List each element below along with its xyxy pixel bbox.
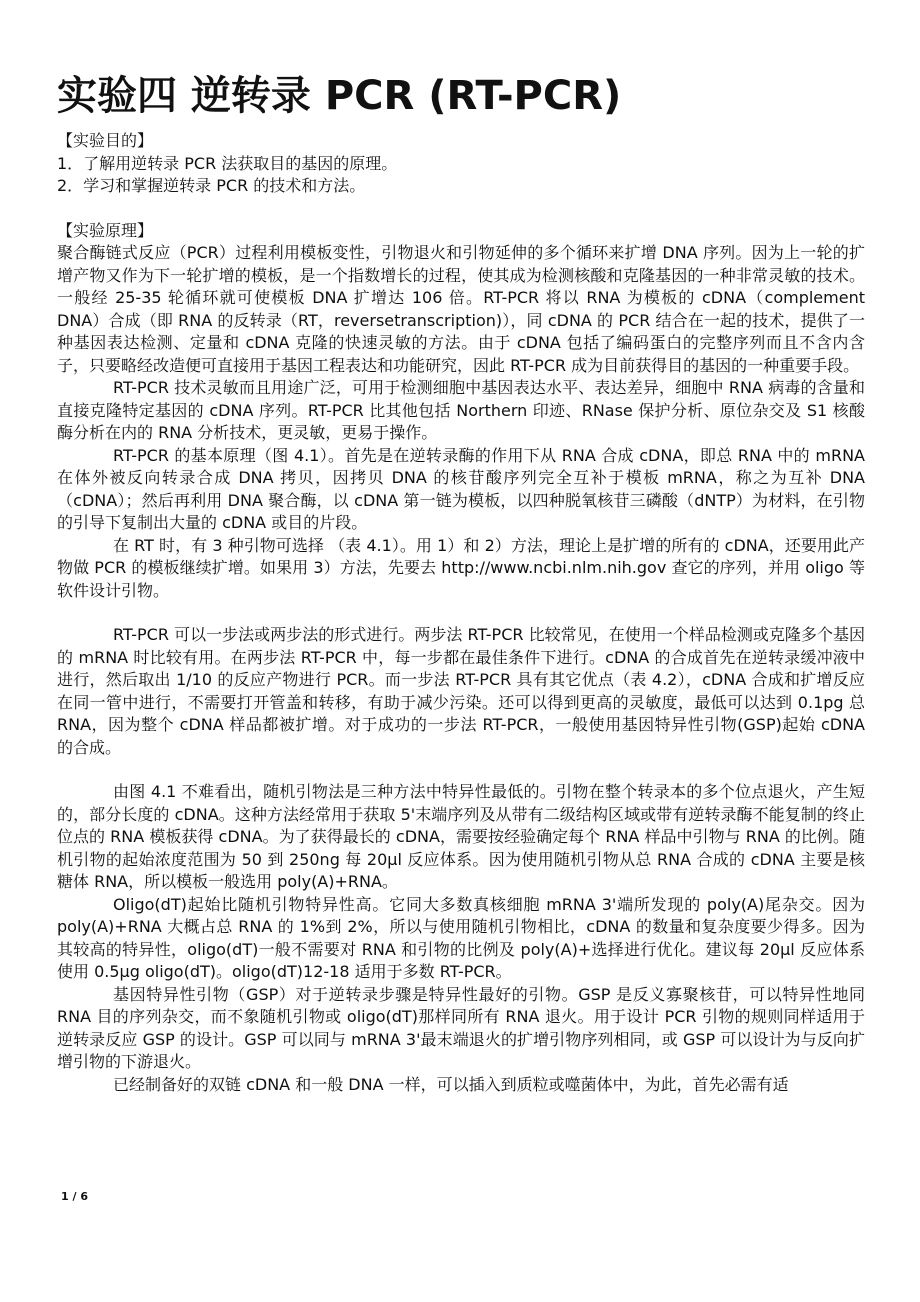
paragraph-random-primer: 由图 4.1 不难看出，随机引物法是三种方法中特异性最低的。引物在整个转录本的多个位点退火，产生短的，部分长度的 cDNA。这种方法经常用于获取 5'末端序列及从带有二级结构区域或带有逆转录酶不能复制的终止位点的 RNA 模板获得 cDNA。为了获得最长的 cDNA，需要按经验确定每个 RNA 样品中引物与 RNA 的比例。随机引物的起始浓度范围为 50 到 250ng 每 20μl 反应体系。因为使用随机引物从总 RNA 合成的 cDNA 主要是核糖体 RNA，所以模板一般选用 poly(A)+RNA。 xyxy=(57,782,865,891)
paragraph-rt-pcr-uses: RT-PCR 技术灵敏而且用途广泛，可用于检测细胞中基因表达水平、表达差异，细胞中 RNA 病毒的含量和直接克隆特定基因的 cDNA 序列。RT-PCR 比其他包括 Northern 印迹、RNase 保护分析、原位杂交及 S1 核酸酶分析在内的 RNA 分析技术，更灵敏，更易于操作。 xyxy=(57,378,865,442)
purpose-heading: 【实验目的】 xyxy=(57,131,154,150)
paragraph-cdna-insert: 已经制备好的双链 cDNA 和一般 DNA 一样，可以插入到质粒或噬菌体中，为此，首先必需有适 xyxy=(113,1074,789,1094)
document-page xyxy=(57,72,865,1096)
paragraph-basic-principle: RT-PCR 的基本原理（图 4.1）。首先是在逆转录酶的作用下从 RNA 合成 cDNA，即总 RNA 中的 mRNA 在体外被反向转录合成 DNA 拷贝，因拷贝 DNA 的核苷酸序列完全互补于模板 mRNA，称之为互补 DNA（cDNA）；然后再利用 DNA 聚合酶，以 cDNA 第一链为模板，以四种脱氧核苷三磷酸（dNTP）为材料，在引物的引导下复制出大量的 cDNA 或目的片段。 xyxy=(57,445,865,532)
spacer xyxy=(57,759,865,781)
spacer xyxy=(57,602,865,624)
paragraph-gsp: 基因特异性引物（GSP）对于逆转录步骤是特异性最好的引物。GSP 是反义寡聚核苷，可以特异性地同 RNA 目的序列杂交，而不象随机引物或 oligo(dT)那样同所有 RNA 退火。用于设计 PCR 引物的规则同样适用于逆转录反应 GSP 的设计。GSP 可以同与 mRNA 3'最末端退火的扩增引物序列相同，或 GSP 可以设计为与反向扩增引物的下游退火。 xyxy=(57,984,865,1071)
paragraph-pcr-intro: 聚合酶链式反应（PCR）过程利用模板变性，引物退火和引物延伸的多个循环来扩增 DNA 序列。因为上一轮的扩增产物又作为下一轮扩增的模板，是一个指数增长的过程，使其成为检测核酸和克隆基因的一种非常灵敏的技术。一般经 25-35 轮循环就可使模板 DNA 扩增达 106 倍。RT-PCR 将以 RNA 为模板的 cDNA（complement DNA）合成（即 RNA 的反转录（RT，reversetranscription)），同 cDNA 的 PCR 结合在一起的技术，提供了一种基因表达检测、定量和 cDNA 克隆的快速灵敏的方法。由于 cDNA 包括了编码蛋白的完整序列而且不含内含子，只要略经改造便可直接用于基因工程表达和功能研究，因此 RT-PCR 成为目前获得目的基因的一种重要手段。 xyxy=(57,243,865,375)
page-number: 1 / 6 xyxy=(61,1190,88,1203)
paragraph-oligo-dt: Oligo(dT)起始比随机引物特异性高。它同大多数真核细胞 mRNA 3'端所发现的 poly(A)尾杂交。因为 poly(A)+RNA 大概占总 RNA 的 1%到 2%，所以与使用随机引物相比，cDNA 的数量和复杂度要少得多。因为其较高的特异性，oligo(dT)一般不需要对 RNA 和引物的比例及 poly(A)+选择进行优化。建议每 20μl 反应体系使用 0.5μg oligo(dT)。oligo(dT)12-18 适用于多数 RT-PCR。 xyxy=(57,894,865,981)
purpose-item-2: 2．学习和掌握逆转录 PCR 的技术和方法。 xyxy=(57,176,366,195)
paragraph-one-two-step: RT-PCR 可以一步法或两步法的形式进行。两步法 RT-PCR 比较常见，在使用一个样品检测或克隆多个基因的 mRNA 时比较有用。在两步法 RT-PCR 中，每一步都在最佳条件下进行。cDNA 的合成首先在逆转录缓冲液中进行，然后取出 1/10 的反应产物进行 PCR。而一步法 RT-PCR 具有其它优点（表 4.2），cDNA 合成和扩增反应在同一管中进行，不需要打开管盖和转移，有助于减少污染。还可以得到更高的灵敏度，最低可以达到 0.1pg 总 RNA，因为整个 cDNA 样品都被扩增。对于成功的一步法 RT-PCR，一般使用基因特异性引物(GSP)起始 cDNA 的合成。 xyxy=(57,625,865,757)
paragraph-primer-choice: 在 RT 时，有 3 种引物可选择 （表 4.1）。用 1）和 2）方法，理论上是扩增的所有的 cDNA，还要用此产物做 PCR 的模板继续扩增。如果用 3）方法，先要去 http://www.ncbi.nlm.nih.gov 查它的序列，并用 oligo 等软件设计引物。 xyxy=(57,535,865,600)
principle-heading: 【实验原理】 xyxy=(57,220,154,240)
purpose-item-1: 1．了解用逆转录 PCR 法获取目的基因的原理。 xyxy=(57,153,398,173)
spacer xyxy=(57,198,865,220)
page-title: 实验四 逆转录 PCR (RT-PCR) xyxy=(57,73,622,119)
